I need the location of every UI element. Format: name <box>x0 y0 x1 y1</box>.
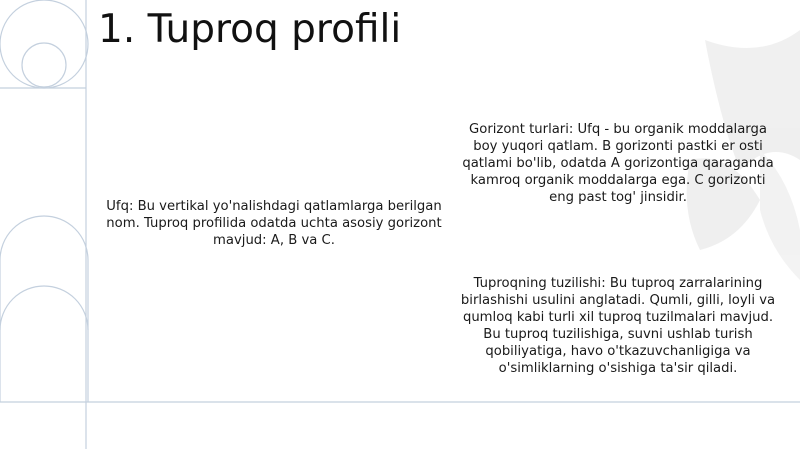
text-block-tuproq-tuzilishi: Tuproqning tuzilishi: Bu tuproq zarralarining birlashishi usulini anglatadi. Qumli, gilli, loyli va qumloq kabi turli xil tuproq tuzilmalari mavjud. Bu tuproq tuzilishiga, suvni ushlab turish qobiliyatiga, havo o'tkazuvchanligiga va o'simliklarning o'sishiga ta'sir qiladi. <box>460 276 776 376</box>
arch-upper <box>0 216 88 402</box>
text-block-gorizont-turlari: Gorizont turlari: Ufq - bu organik moddalarga boy yuqori qatlam. B gorizonti pastki er osti qatlami bo'lib, odatda A gorizontiga qaraganda kamroq organik moddalarga ega. C gorizonti eng past tog' jinsidir. <box>462 122 774 205</box>
large-circle <box>0 0 88 88</box>
arch-lower <box>0 286 88 330</box>
text-block-ufq: Ufq: Bu vertikal yo'nalishdagi qatlamlarga berilgan nom. Tuproq profilida odatda uchta asosiy gorizont mavjud: A, B va C. <box>106 199 442 248</box>
slide-title: 1. Tuproq profili <box>98 7 402 52</box>
small-circle <box>22 43 66 87</box>
